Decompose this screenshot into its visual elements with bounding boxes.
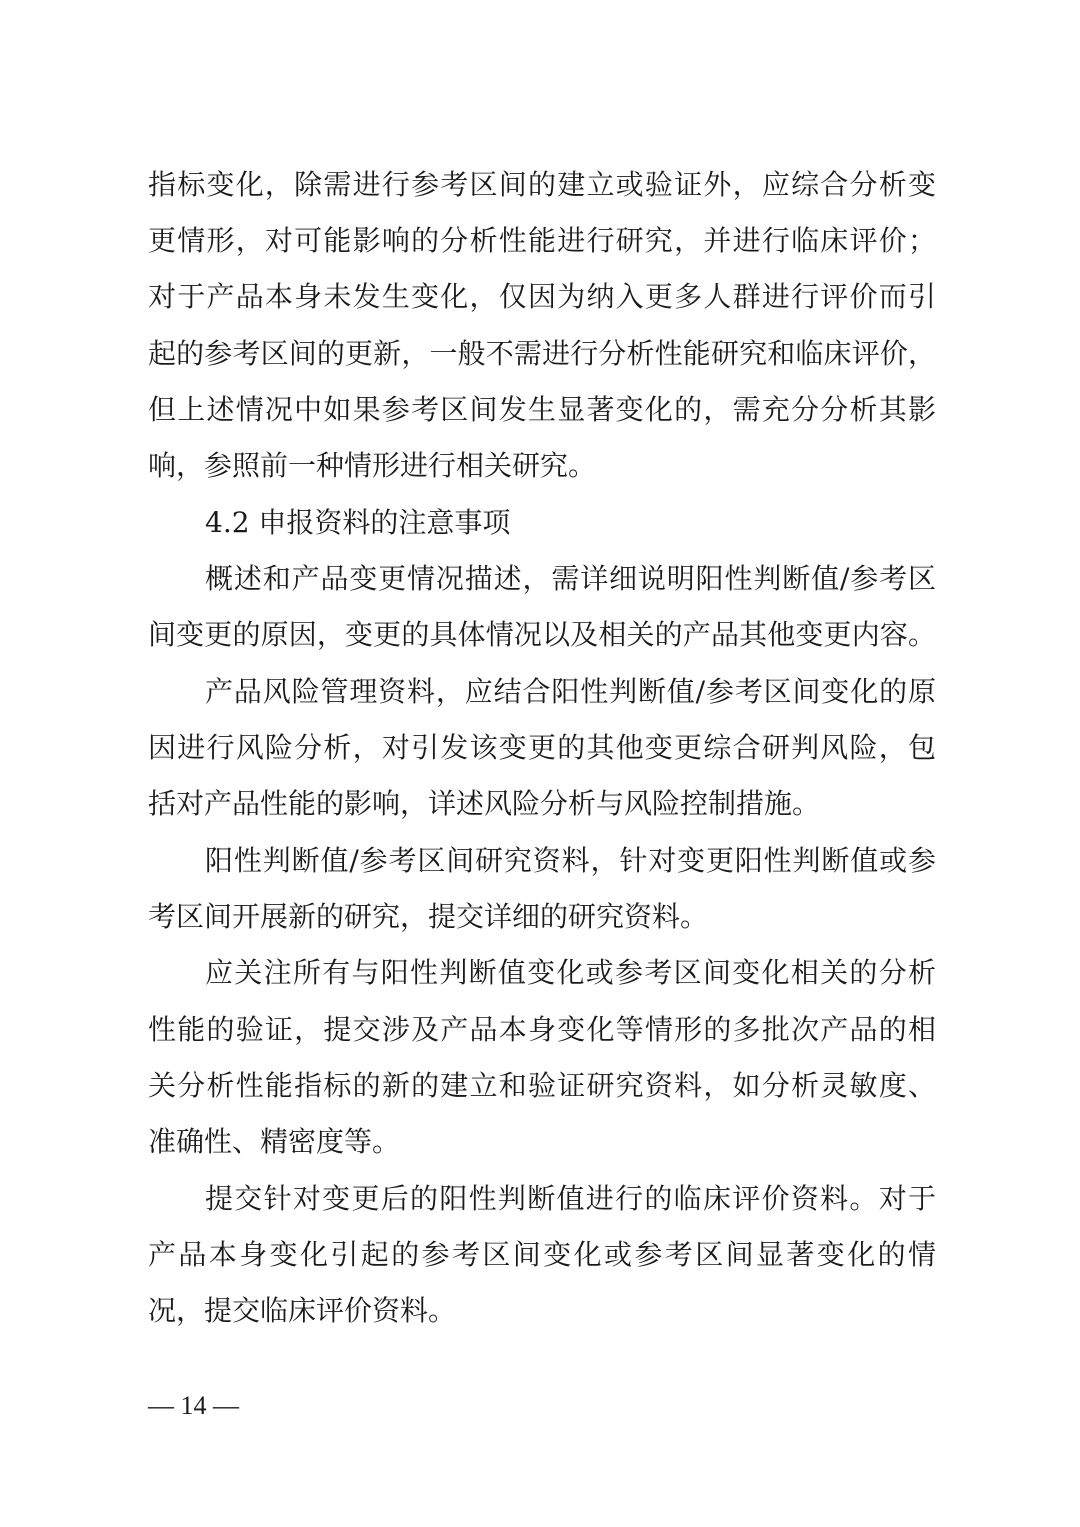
text-line: 性能的验证，提交涉及产品本身变化等情形的多批次产品的相 xyxy=(148,1013,936,1046)
text-line: 阳性判断值/参考区间研究资料，针对变更阳性判断值或参 xyxy=(205,844,936,877)
text-line: 起的参考区间的更新，一般不需进行分析性能研究和临床评价， xyxy=(148,337,936,370)
text-line: 准确性、精密度等。 xyxy=(148,1125,401,1158)
text-line: 指标变化，除需进行参考区间的建立或验证外，应综合分析变 xyxy=(148,168,936,201)
text-line: 应关注所有与阳性判断值变化或参考区间变化相关的分析 xyxy=(205,956,936,989)
text-line: 响，参照前一种情形进行相关研究。 xyxy=(148,449,597,482)
text-line: 概述和产品变更情况描述，需详细说明阳性判断值/参考区 xyxy=(205,562,936,595)
text-line: 产品本身变化引起的参考区间变化或参考区间显著变化的情 xyxy=(148,1238,936,1271)
text-line: 括对产品性能的影响，详述风险分析与风险控制措施。 xyxy=(148,787,821,820)
text-line: 考区间开展新的研究，提交详细的研究资料。 xyxy=(148,900,709,933)
text-line: 提交针对变更后的阳性判断值进行的临床评价资料。对于 xyxy=(205,1182,936,1215)
text-line: 关分析性能指标的新的建立和验证研究资料，如分析灵敏度、 xyxy=(148,1069,936,1102)
text-line: 况，提交临床评价资料。 xyxy=(148,1294,457,1327)
text-line: 间变更的原因，变更的具体情况以及相关的产品其他变更内容。 xyxy=(148,618,936,651)
page-number: — 14 — xyxy=(148,1391,239,1420)
text-line: 产品风险管理资料，应结合阳性判断值/参考区间变化的原 xyxy=(205,675,936,708)
text-line: 对于产品本身未发生变化，仅因为纳入更多人群进行评价而引 xyxy=(148,280,936,313)
text-line: 更情形，对可能影响的分析性能进行研究，并进行临床评价； xyxy=(148,224,936,257)
text-line: 但上述情况中如果参考区间发生显著变化的，需充分分析其影 xyxy=(148,393,936,426)
section-heading: 4.2 申报资料的注意事项 xyxy=(205,506,511,539)
text-line: 因进行风险分析，对引发该变更的其他变更综合研判风险，包 xyxy=(148,731,936,764)
